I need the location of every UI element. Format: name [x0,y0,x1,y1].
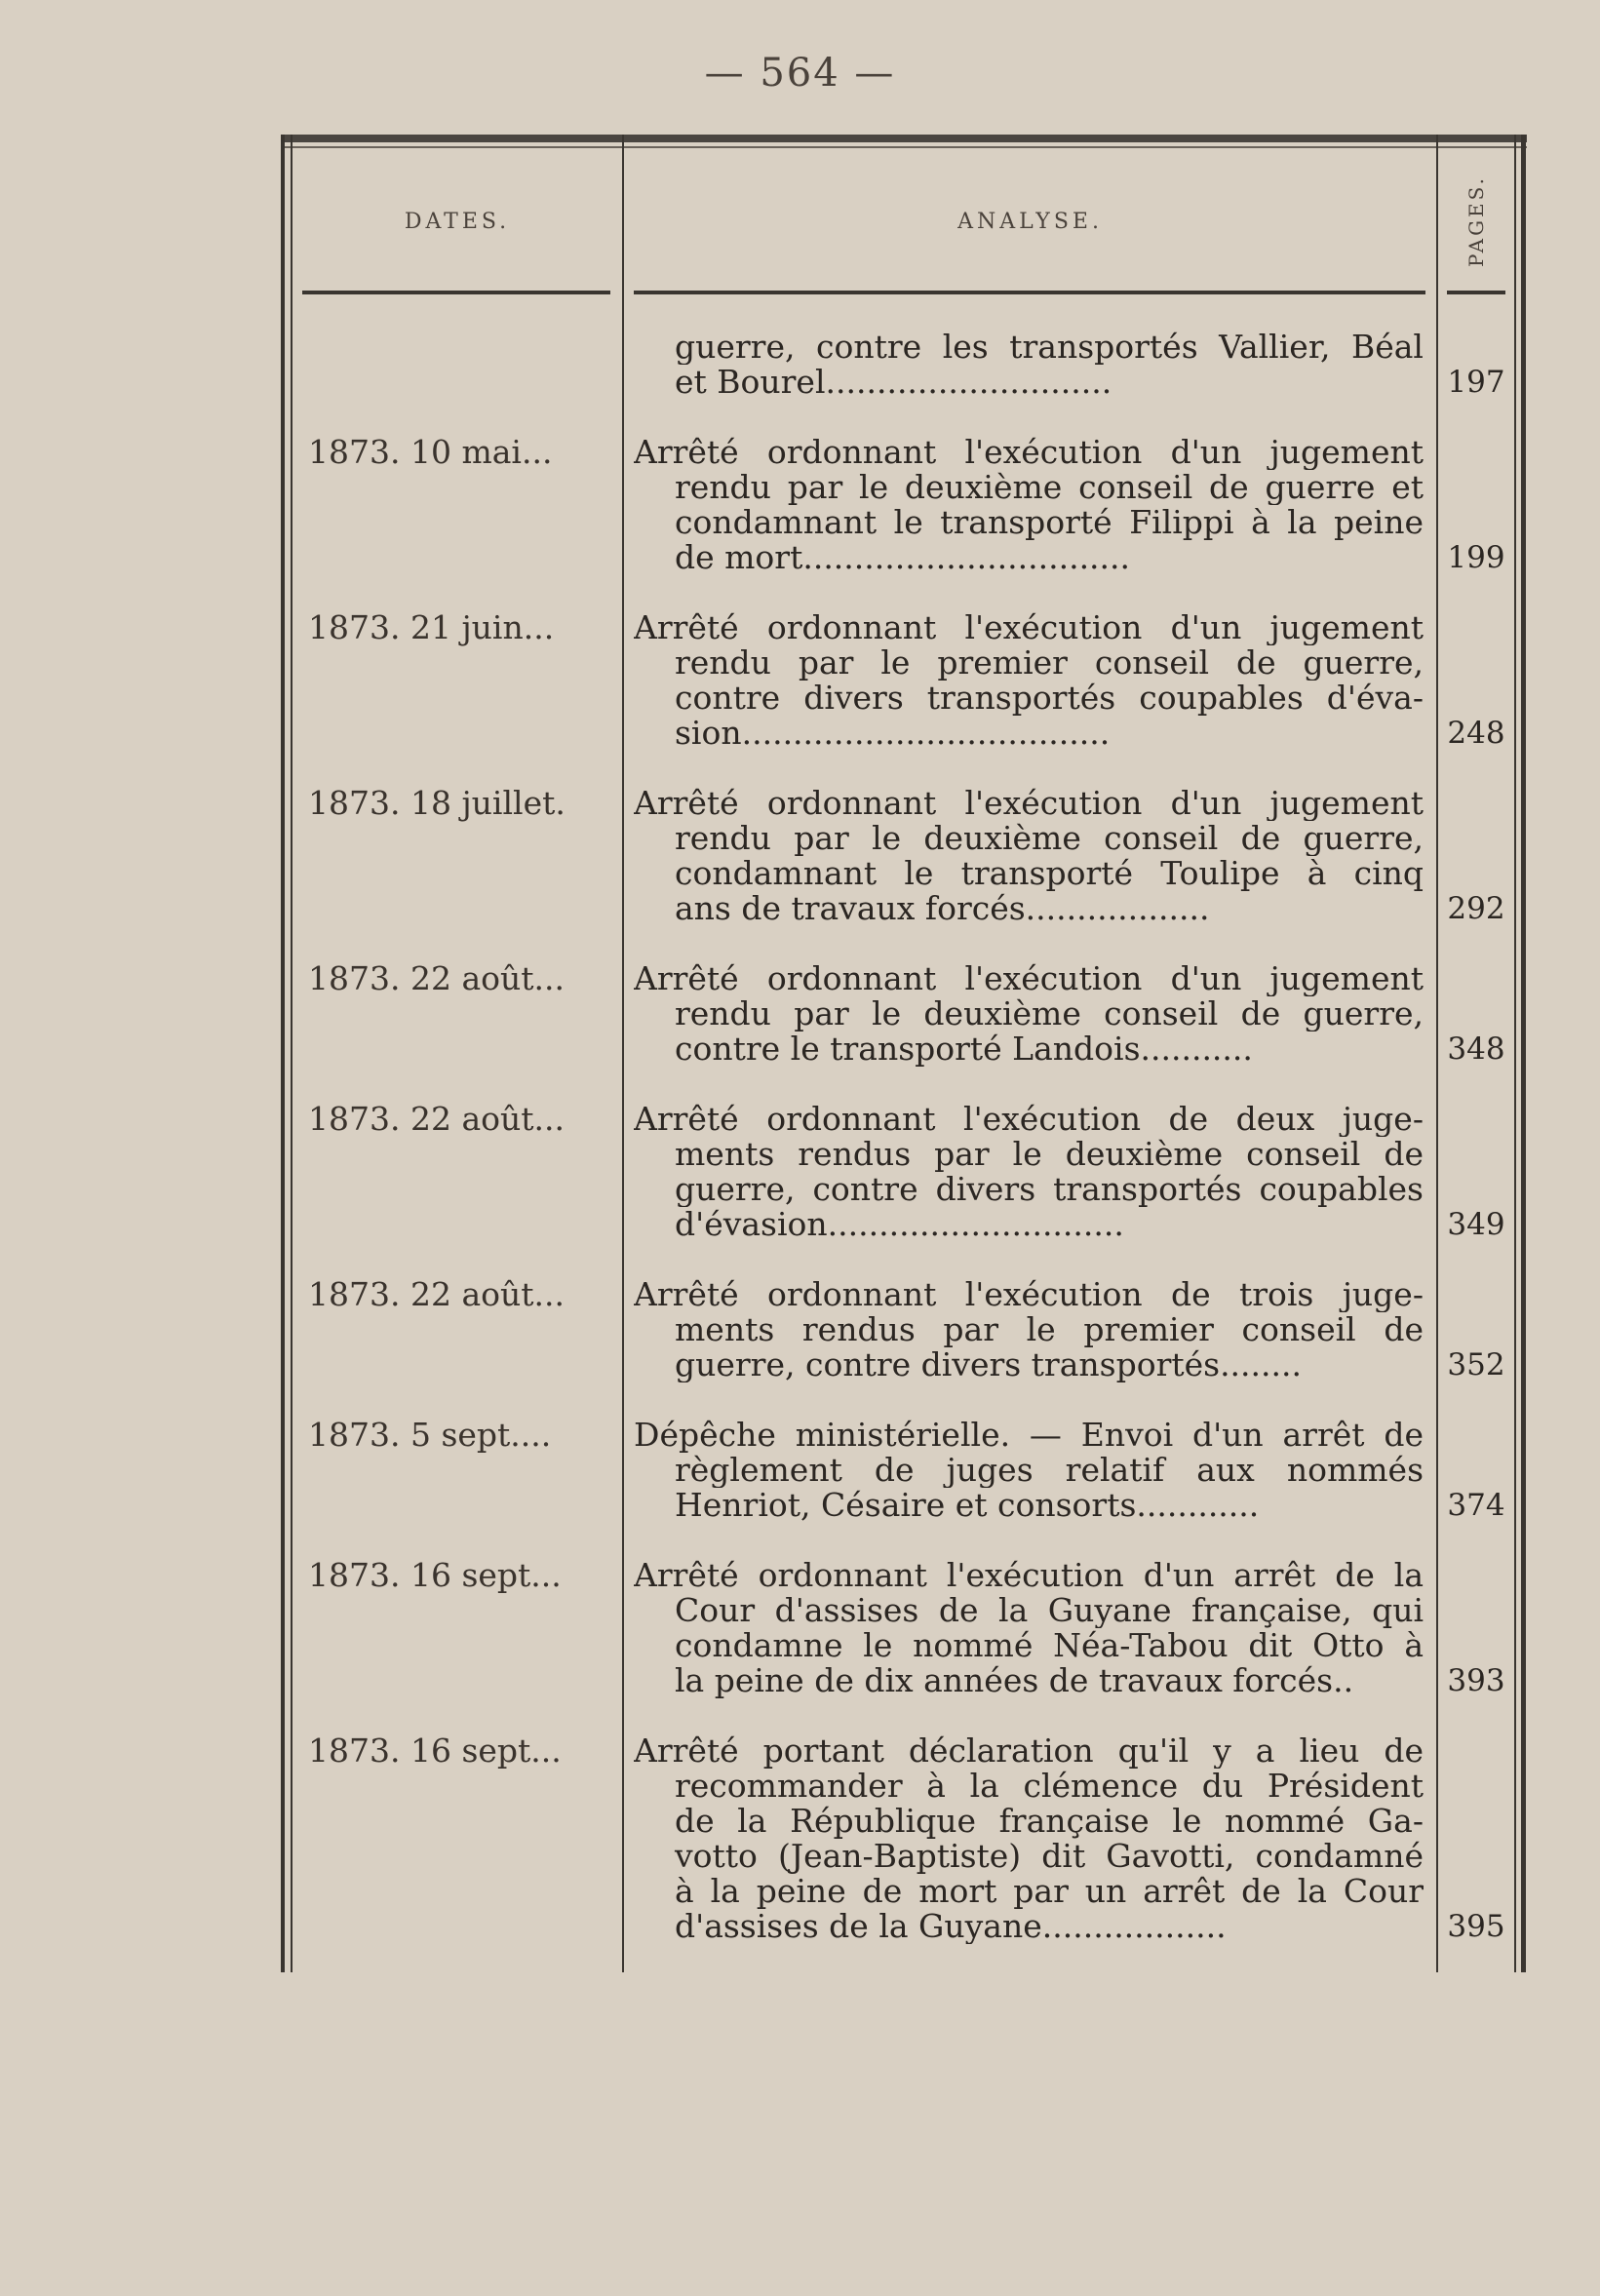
entry-analysis [634,610,1424,751]
entry-date: 1873. 16 sept... [308,1732,562,1770]
entry-analysis-line: sion.................................... [675,716,1111,751]
entry-analysis-line: d'assises de la Guyane.................. [675,1909,1227,1944]
entry-page-ref: 352 [1447,1347,1505,1382]
entry-analysis-line: rendu par le deuxième conseil de guerre, [675,996,1424,1031]
entry-analysis [634,1102,1424,1242]
table-left-inner-border [291,135,293,1972]
entry-analysis-line: ments rendus par le deuxième conseil de [675,1137,1424,1172]
entry-analysis-line: rendu par le deuxième conseil de guerre, [675,821,1424,856]
entry-analysis-line: Arrêté ordonnant l'exécution de trois juge- [634,1277,1424,1312]
entry-page-ref: 199 [1447,540,1505,575]
entry-date: 1873. 5 sept.... [308,1416,552,1454]
entry-analysis [634,1558,1424,1698]
header-rule-pages [1447,291,1505,294]
table-top-rule [281,135,1527,142]
entry-analysis-line: rendu par le deuxième conseil de guerre et [675,470,1424,505]
entry-analysis-line: Arrêté portant déclaration qu'il y a lieu de [634,1733,1424,1769]
entry-date: 1873. 22 août... [308,959,565,997]
entry-analysis-line: condamnant le transporté Filippi à la peine [675,505,1424,540]
column-divider-dates [622,135,624,1972]
entry-analysis [634,1277,1424,1382]
header-analyse: ANALYSE. [957,209,1103,234]
entry-analysis-line: condamne le nommé Néa-Tabou dit Otto à [675,1628,1424,1663]
entry-analysis-line: recommander à la clémence du Président [675,1769,1424,1804]
table-right-inner-border [1514,135,1516,1972]
header-dates: DATES. [404,209,511,234]
entry-analysis-line: rendu par le premier conseil de guerre, [675,645,1424,681]
entry-analysis-line: d'évasion............................. [675,1207,1124,1242]
header-pages [1438,148,1514,294]
entry-page-ref: 197 [1447,365,1505,400]
entry-analysis-line: et Bourel............................ [675,365,1112,400]
entry-page-ref: 248 [1447,716,1505,751]
entry-analysis-line: règlement de juges relatif aux nommés [675,1453,1424,1488]
entry-analysis-line: Arrêté ordonnant l'exécution d'un jugement [634,786,1424,821]
header-rule-analyse [634,291,1425,294]
entry-analysis-line: Henriot, Césaire et consorts............ [675,1488,1260,1523]
entry-analysis-line: guerre, contre les transportés Vallier, Béal [675,330,1424,365]
entry-analysis-line: ments rendus par le premier conseil de [675,1312,1424,1347]
entry-date: 1873. 18 juillet. [308,784,566,822]
page-number: — 564 — [704,51,896,96]
entry-date: 1873. 16 sept... [308,1556,562,1594]
entry-analysis-line: Arrêté ordonnant l'exécution de deux juge- [634,1102,1424,1137]
entry-analysis-line: la peine de dix années de travaux forcés.. [675,1663,1354,1698]
entry-date: 1873. 22 août... [308,1100,565,1138]
entry-analysis-line: ans de travaux forcés.................. [675,891,1210,926]
entry-analysis-line: votto (Jean-Baptiste) dit Gavotti, condamné [675,1839,1424,1874]
entry-analysis-line: Arrêté ordonnant l'exécution d'un jugement [634,961,1424,996]
entry-date: 1873. 10 mai... [308,433,553,471]
entry-analysis [634,1733,1424,1944]
table-right-border [1521,135,1526,1972]
entry-analysis-line: guerre, contre divers transportés........ [675,1347,1302,1382]
entry-analysis [634,961,1424,1067]
table-header [281,148,1527,294]
entry-page-ref: 348 [1447,1031,1505,1067]
entry-page-ref: 349 [1447,1207,1505,1242]
entry-analysis-line: Arrêté ordonnant l'exécution d'un jugement [634,610,1424,645]
table-left-border [281,135,285,1972]
entry-page-ref: 395 [1447,1909,1505,1944]
entry-date: 1873. 22 août... [308,1275,565,1313]
entry-analysis [634,435,1424,575]
entry-analysis-line: de la République française le nommé Ga- [675,1804,1424,1839]
entry-analysis-line: de mort................................ [675,540,1131,575]
header-rule-dates [302,291,610,294]
entry-analysis-line: guerre, contre divers transportés coupables [675,1172,1424,1207]
entry-analysis-line: Arrêté ordonnant l'exécution d'un jugement [634,435,1424,470]
entry-analysis-line: Arrêté ordonnant l'exécution d'un arrêt de la [634,1558,1424,1593]
entry-analysis [634,330,1424,400]
entry-analysis-line: Dépêche ministérielle. — Envoi d'un arrêt de [634,1418,1424,1453]
entry-analysis-line: Cour d'assises de la Guyane française, qui [675,1593,1424,1628]
entry-page-ref: 393 [1447,1663,1505,1698]
entry-page-ref: 292 [1447,891,1505,926]
entry-date: 1873. 21 juin... [308,608,555,646]
entry-analysis-line: condamnant le transporté Toulipe à cinq [675,856,1424,891]
entry-analysis [634,786,1424,926]
entry-analysis [634,1418,1424,1523]
index-table [281,135,1527,1972]
entry-analysis-line: à la peine de mort par un arrêt de la Cour [675,1874,1424,1909]
entry-analysis-line: contre divers transportés coupables d'éva- [675,681,1424,716]
entry-analysis-line: contre le transporté Landois........... [675,1031,1253,1067]
header-pages-label: PAGES. [1464,175,1488,267]
entry-page-ref: 374 [1447,1488,1505,1523]
